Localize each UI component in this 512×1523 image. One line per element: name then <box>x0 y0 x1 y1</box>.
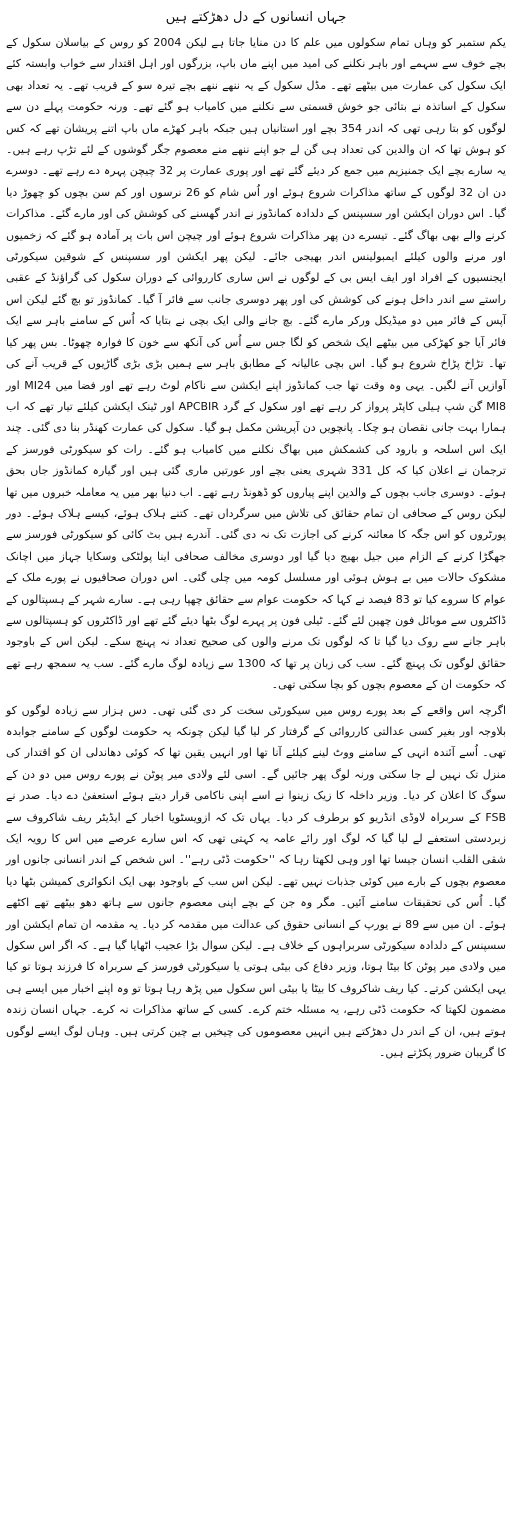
article-title: جہاں انسانوں کے دل دھڑکتے ہیں <box>165 10 347 25</box>
article-paragraph-2: اگرچہ اس واقعے کے بعد پورے روس میں سیکورٹی سخت کر دی گئی تھی۔ دس ہزار سے زیادہ لوگوں کو بلاوجہ اور بغیر کسی عدالتی کارروائی کے گرفتار کر لیا گیا لیکن چونکہ یہ حکومت لوگوں کے سامنے جوابدہ تھی۔ اُسے آئندہ انہی کے سامنے ووٹ لینے کیلئے آنا تھا اور انہیں یقین تھا کہ کوئی دھاندلی ان کو اقتدار کی منزل تک نہیں لے جا سکتی ورنہ لوگ پھر جائیں گے۔ اسی لئے ولادی میر پوٹن نے پورے روس میں دو دن کے سوگ کا اعلان کر دیا۔ وزیر داخلہ کا زیک زینوا نے اسے اپنی ناکامی قرار دیتے ہوئے استعفیٰ دے دیا۔ صدر نے FSB کے سربراہ لاوڈی انڈریو کو برطرف کر دیا۔ یہاں تک کہ ازویسٹویا اخبار کے ایڈیٹر ریف شاکروف سے زبردستی استعفے لے لیا گیا کہ لوگ اور رائے عامہ یہ کہتی تھی کہ اس سارے عرصے میں اس کا رویہ ایک شقی القلب انسان جیسا تھا اور وہی لکھتا رہا کہ ''حکومت ڈٹی رہے''۔ اس شخص کے اندر انسانی جانوں اور معصوم بچوں کے بارے میں کوئی جذبات نہیں تھے۔ لیکن اس سب کے باوجود بھی ایک انکوائری کمیشن بٹھا دیا گیا۔ اُس کی تحقیقات سامنے آئیں۔ مگر وہ جن کے بچے اپنی معصوم جانوں سے ہاتھ دھو بیٹھے تھے اکٹھے ہوئے۔ ان میں سے 89 نے یورپ کے انسانی حقوق کی عدالت میں مقدمہ کر دیا۔ یہ مقدمہ ان تمام ایکشن اور سسپنس کے دلدادہ سیکورٹی سربراہوں کے خلاف ہے۔ لیکن سوال بڑا عجیب اٹھایا گیا ہے۔ کہ اگر اس سکول میں ولادی میر پوٹن کا بیٹا ہوتا، وزیر دفاع کی بیٹی ہوتی یا سیکورٹی فورسز کے سربراہ کا فرزند ہوتا تو کیا یہی ایکشن کرتے۔ کیا ریف شاکروف کا بیٹا یا بیٹی اس سکول میں پڑھ رہا ہوتا تو وہ اپنے اخبار میں ایسے ہی مضمون لکھتا کہ حکومت ڈٹی رہے، یہ مسئلہ ختم کرے۔ کسی کے ساتھ مذاکرات نہ کرے۔ جہاں انسان زندہ ہوتے ہیں، ان کے اندر دل دھڑکتے ہیں انہیں معصوموں کی چیخیں بے چین کرتی ہیں۔ وہاں لوگ ایسے لوگوں کا گریبان ضرور پکڑتے ہیں۔ <box>6 703 506 1060</box>
article-column <box>6 8 506 1064</box>
article-paragraph-1: یکم ستمبر کو وہاں تمام سکولوں میں علم کا دن منایا جاتا ہے لیکن 2004 کو روس کے بیاسلان سکول کے بچے خوف سے سہمے اور باہر نکلنے کی امید میں اپنے ماں باپ، بزرگوں اور اہل اقتدار سے خواب وابستہ کئے ایک سکول کی عمارت میں بیٹھے تھے۔ مڈل سکول کے یہ ننھے ننھے بچے تیرہ سو کے قریب تھے۔ یہ تعداد بھی سکول کے اساتذہ نے بتائی جو خوش قسمتی سے نکلنے میں کامیاب ہو گئے تھے۔ ورنہ حکومت پہلے دن سے لوگوں کو بتا رہی تھی کہ اندر 354 بچے اور استانیاں ہیں جبکہ باہر کھڑے ماں باپ اتنے پریشان تھے کہ کس کو ہوش تھا کہ ان والدین کی تعداد ہی گن لے جو اپنے ننھے منے معصوم جگر گوشوں کے لئے تڑپ رہے ہیں۔ یہ سارے بچے ایک جمنیزیم میں جمع کر دیئے گئے تھے اور پوری عمارت پر 32 چیچن پہرہ دے رہے تھے۔ دوسرے دن ان 32 لوگوں کے ساتھ مذاکرات شروع ہوئے اور اُس شام کو 26 نرسوں اور کم سن بچوں کو چھوڑ دیا گیا۔ اس دوران ایکشن اور سسپنس کے دلدادہ کمانڈوز نے اندر گھسنے کی کوشش کی اور مارے گئے۔ مذاکرات کرنے والے بھی بھاگ گئے۔ تیسرے دن پھر مذاکرات شروع ہوئے اور چیچن اس بات پر آمادہ ہو گئے کہ زخمیوں اور مرنے والوں کیلئے ایمبولینس اندر بھیجی جائے۔ لیکن پھر ایکشن اور سسپنس کے شوقین سیکورٹی ایجنسیوں کے افراد اور ایف ایس بی کے لوگوں نے اس ساری کارروائی کے دوران سکول کی گراؤنڈ کے عقبی راستے سے اندر داخل ہونے کی کوشش کی اور پھر دوسری جانب سے فائر آ گیا۔ کمانڈوز تو بچ گئے لیکن اس آپس کے فائر میں دو میڈیکل ورکر مارے گئے۔ بچ جانے والی ایک بچی نے بتایا کہ اُس کے سامنے باہر سے ایک فائر آیا جو کھڑکی میں بیٹھے ایک شخص کو لگا جس سے اُس کی آنکھ سے خون کا فوارہ چھوٹا۔ بس پھر کیا تھا۔ تڑاخ پڑاخ شروع ہو گیا۔ اس بچی عالیانہ کے مطابق باہر سے ہمیں بڑی بڑی گاڑیوں کے قریب آنے کی آوازیں آنے لگیں۔ یہی وہ وقت تھا جب کمانڈوز اپنے ایکشن سے ناکام لوٹ رہے تھے اور فضا میں MI24 اور MI8 گن شپ ہیلی کاپٹر پرواز کر رہے تھے اور سکول کے گرد APCBIR اور ٹینک ایکشن کیلئے تیار تھے کہ اب ہمارا بہت جانی نقصان ہو چکا۔ پانچویں دن آپریشن مکمل ہو گیا۔ سکول کی عمارت کھنڈر بنا دی گئی۔ چند ایک اس اسلحہ و بارود کی کشمکش میں بھاگ نکلنے میں کامیاب ہو گئے۔ رات کو سیکورٹی فورسز کے ترجمان نے اعلان کیا کہ کل 331 شہری یعنی بچے اور عورتیں ماری گئی ہیں اور گیارہ کمانڈوز جاں بحق ہوئے۔ دوسری جانب بچوں کے والدین اپنے پیاروں کو ڈھونڈ رہے تھے۔ اب دنیا بھر میں یہ معاملہ خبروں میں تھا لیکن روس کے صحافی ان تمام حقائق کی تلاش میں سرگرداں تھے۔ کتنے ہلاک ہوئے، کیسے ہلاک ہوئے۔ دور پورٹروں کو اس جگہ کا معائنہ کرنے کی اجازت تک نہ دی گئی۔ آندرے ہیں بٹ کائی کو سیکورٹی فورسز سے جھگڑا کرنے کے الزام میں جیل بھیج دیا گیا اور دوسری مخالف صحافی اینا پولٹکی وسکایا جہاز میں اچانک مشکوک حالات میں بے ہوش ہوئی اور مسلسل کومہ میں چلی گئی۔ اس دوران صحافیوں نے پورے ملک کے عوام کا سروے کیا تو 83 فیصد نے کہا کہ حکومت عوام سے حقائق چھپا رہی ہے۔ سارے شہر کے ہسپتالوں کے ڈاکٹروں سے موبائل فون چھین لئے گئے۔ ٹیلی فون پر پہرے لوگ بٹھا دیئے گئے تھے اور ڈاکٹروں کو ہسپتالوں سے باہر جانے سے روک دیا گیا تا کہ لوگوں تک مرنے والوں کی صحیح تعداد نہ پہنچ سکے۔ لیکن اس کے باوجود حقائق لوگوں تک پہنچ گئے۔ سب کی زبان پر تھا کہ 1300 سے زیادہ لوگ مارے گئے۔ سب یہ سمجھ رہے تھے کہ حکومت ان کے معصوم بچوں کو بچا سکتی تھی۔ <box>6 36 506 692</box>
